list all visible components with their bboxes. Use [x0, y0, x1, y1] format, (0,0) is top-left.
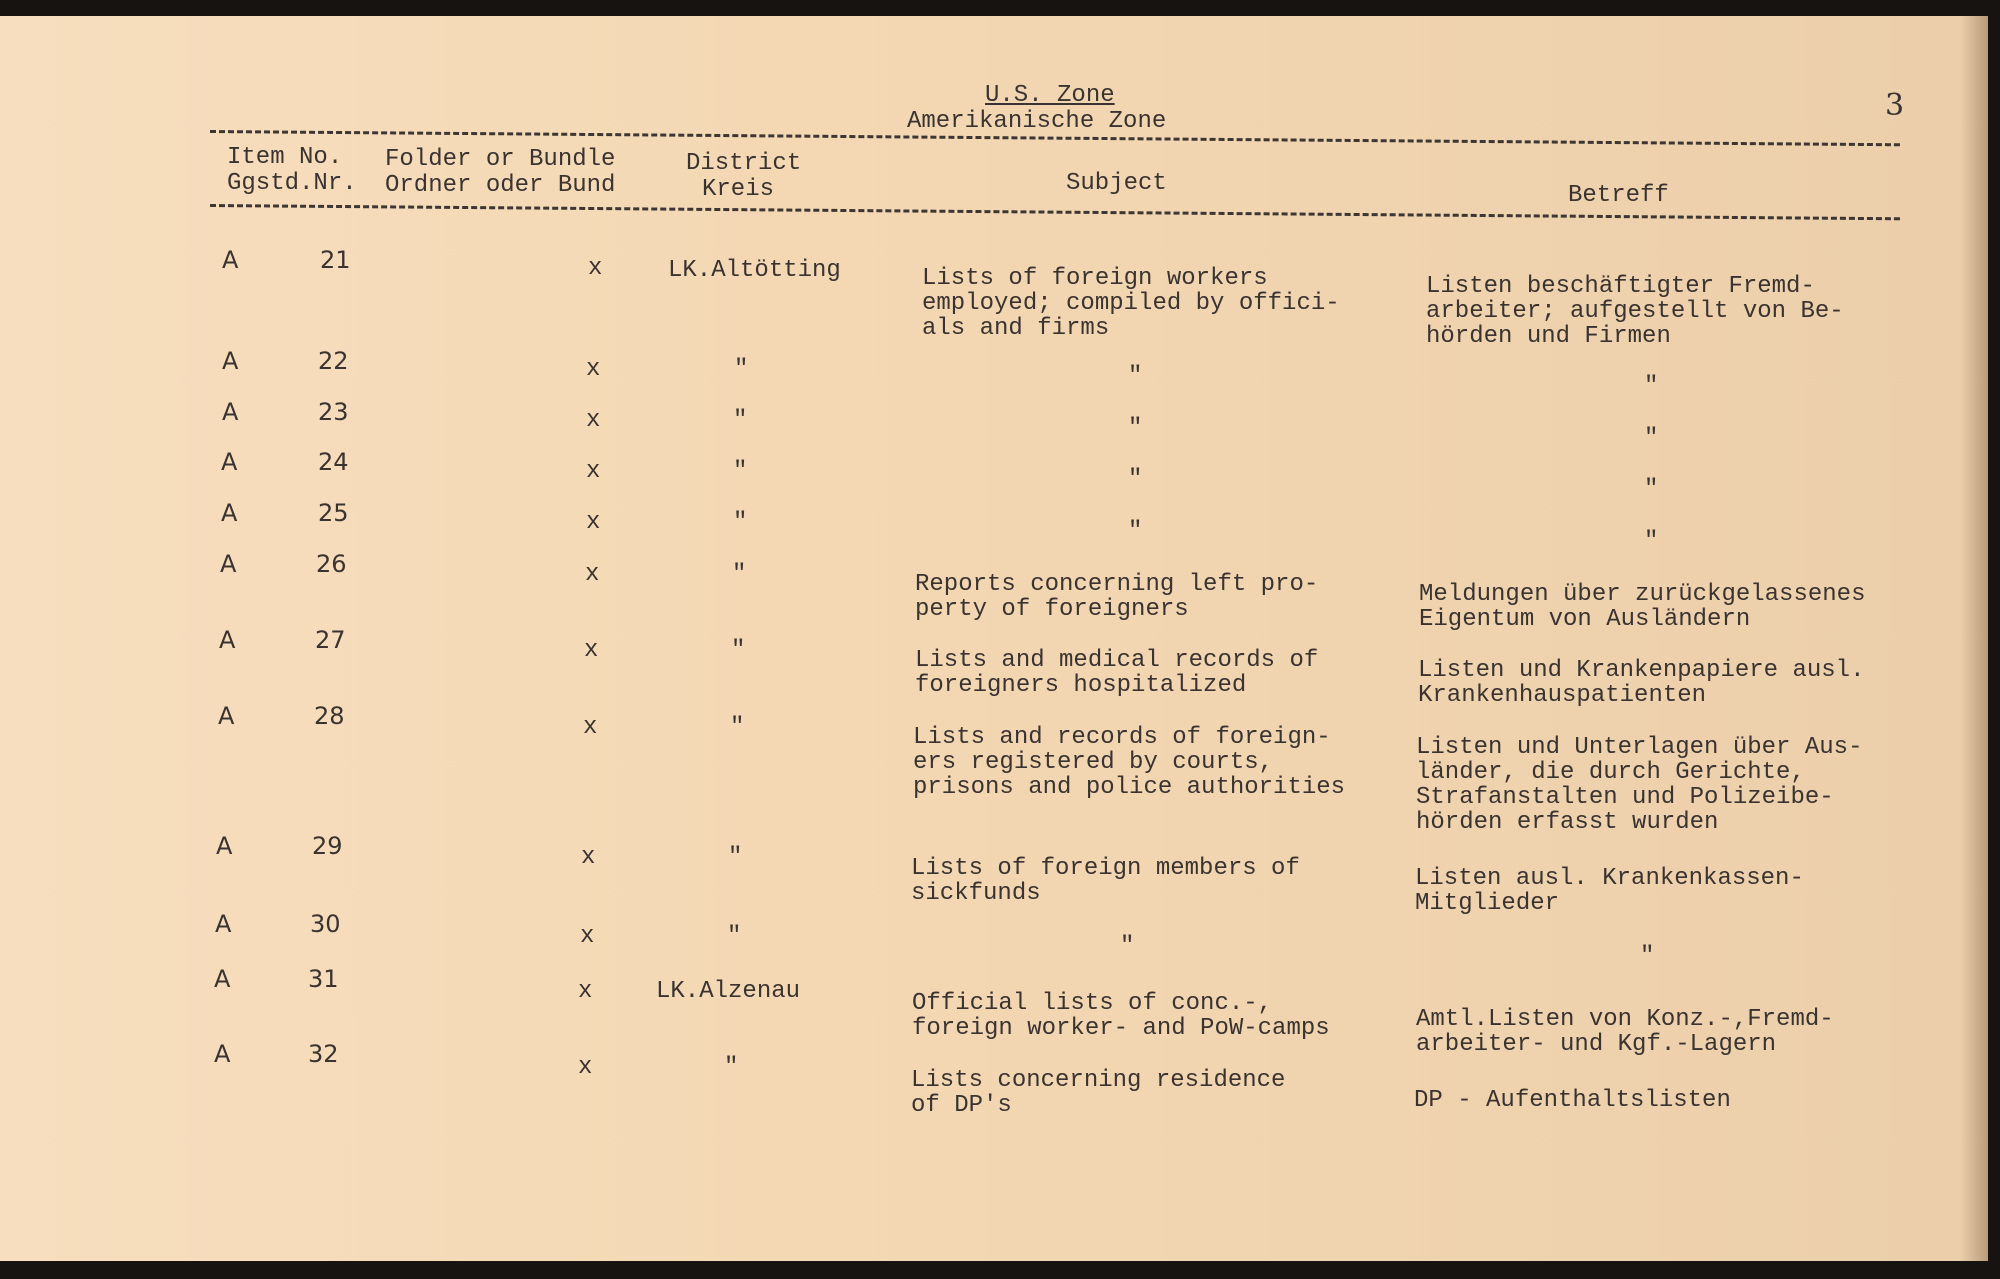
row-subject: Lists and medical records of foreigners hospitalized	[915, 647, 1319, 699]
row-subject: "	[1120, 933, 1135, 960]
row-betreff: Listen ausl. Krankenkassen- Mitglieder	[1415, 865, 1804, 917]
row-district: "	[727, 923, 742, 950]
row-prefix: A	[215, 910, 232, 938]
row-mark: x	[583, 714, 598, 741]
row-number: 22	[318, 347, 349, 375]
row-district: "	[731, 637, 746, 664]
row-district: "	[734, 356, 749, 383]
row-district: "	[730, 714, 745, 741]
row-number: 27	[315, 626, 346, 654]
row-prefix: A	[220, 550, 237, 578]
page-number: 3	[1885, 88, 1905, 123]
document-page	[0, 16, 1988, 1261]
row-subject: Lists concerning residence of DP's	[911, 1067, 1286, 1119]
title-line-2: Amerikanische Zone	[907, 108, 1167, 135]
row-prefix: A	[219, 626, 236, 654]
row-mark: x	[578, 978, 593, 1005]
row-betreff: "	[1644, 528, 1659, 555]
row-district: "	[733, 458, 748, 485]
row-subject: "	[1128, 518, 1143, 545]
col-subject: Subject	[1066, 170, 1167, 197]
row-number: 23	[318, 398, 349, 426]
row-number: 24	[318, 448, 349, 476]
row-subject: Lists and records of foreign- ers registered by courts, prisons and police authorities	[913, 724, 1346, 801]
row-subject: Lists of foreign workers employed; compiled by offici- als and firms	[922, 265, 1340, 342]
row-prefix: A	[214, 1040, 231, 1068]
row-prefix: A	[214, 965, 231, 993]
row-district: "	[724, 1054, 739, 1081]
row-mark: x	[586, 458, 601, 485]
col-item-no-de: Ggstd.Nr.	[227, 170, 357, 197]
row-prefix: A	[216, 832, 233, 860]
row-prefix: A	[221, 499, 238, 527]
row-prefix: A	[218, 702, 235, 730]
row-number: 30	[310, 910, 341, 938]
row-subject: "	[1128, 466, 1143, 493]
row-subject: "	[1128, 415, 1143, 442]
row-betreff: Listen und Unterlagen über Aus- länder, die durch Gerichte, Strafanstalten und Polizeibe- hörden erfasst wurden	[1416, 734, 1863, 836]
row-betreff: Listen beschäftigter Fremd- arbeiter; aufgestellt von Be- hörden und Firmen	[1426, 273, 1844, 350]
row-betreff: Meldungen über zurückgelassenes Eigentum von Ausländern	[1419, 581, 1866, 633]
col-folder-de: Ordner oder Bund	[385, 172, 616, 199]
row-number: 25	[318, 499, 349, 527]
title-line-1: U.S. Zone	[985, 82, 1115, 109]
row-mark: x	[586, 509, 601, 536]
row-number: 32	[308, 1040, 339, 1068]
row-prefix: A	[222, 347, 239, 375]
row-prefix: A	[222, 398, 239, 426]
row-mark: x	[588, 255, 603, 282]
row-betreff: "	[1644, 373, 1659, 400]
row-mark: x	[584, 637, 599, 664]
row-number: 31	[308, 965, 339, 993]
row-district: "	[732, 561, 747, 588]
row-mark: x	[585, 561, 600, 588]
col-item-no-en: Item No.	[227, 144, 343, 171]
row-mark: x	[586, 407, 601, 434]
col-folder-en: Folder or Bundle	[385, 146, 616, 173]
col-district-de: Kreis	[702, 176, 775, 203]
row-betreff: "	[1640, 943, 1655, 970]
row-betreff: "	[1644, 425, 1659, 452]
row-subject: Lists of foreign members of sickfunds	[911, 855, 1300, 907]
row-mark: x	[586, 356, 601, 383]
row-number: 21	[320, 246, 351, 274]
row-district: "	[728, 844, 743, 871]
row-district: LK.Alzenau	[656, 978, 801, 1005]
col-betreff: Betreff	[1568, 182, 1669, 209]
col-district-en: District	[686, 150, 802, 177]
row-mark: x	[580, 923, 595, 950]
row-betreff: "	[1644, 476, 1659, 503]
row-district: "	[733, 509, 748, 536]
row-subject: Official lists of conc.-, foreign worker- and PoW-camps	[912, 990, 1330, 1042]
row-number: 26	[316, 550, 347, 578]
row-number: 29	[312, 832, 343, 860]
row-district: LK.Altötting	[668, 257, 841, 284]
row-mark: x	[581, 844, 596, 871]
row-mark: x	[578, 1054, 593, 1081]
row-betreff: Amtl.Listen von Konz.-,Fremd- arbeiter- und Kgf.-Lagern	[1416, 1006, 1834, 1058]
row-betreff: Listen und Krankenpapiere ausl. Krankenhauspatienten	[1418, 657, 1865, 709]
row-district: "	[733, 407, 748, 434]
row-prefix: A	[222, 246, 239, 274]
row-subject: "	[1128, 363, 1143, 390]
row-subject: Reports concerning left pro- perty of foreigners	[915, 571, 1319, 623]
row-number: 28	[314, 702, 345, 730]
row-prefix: A	[221, 448, 238, 476]
row-betreff: DP - Aufenthaltslisten	[1414, 1087, 1731, 1114]
